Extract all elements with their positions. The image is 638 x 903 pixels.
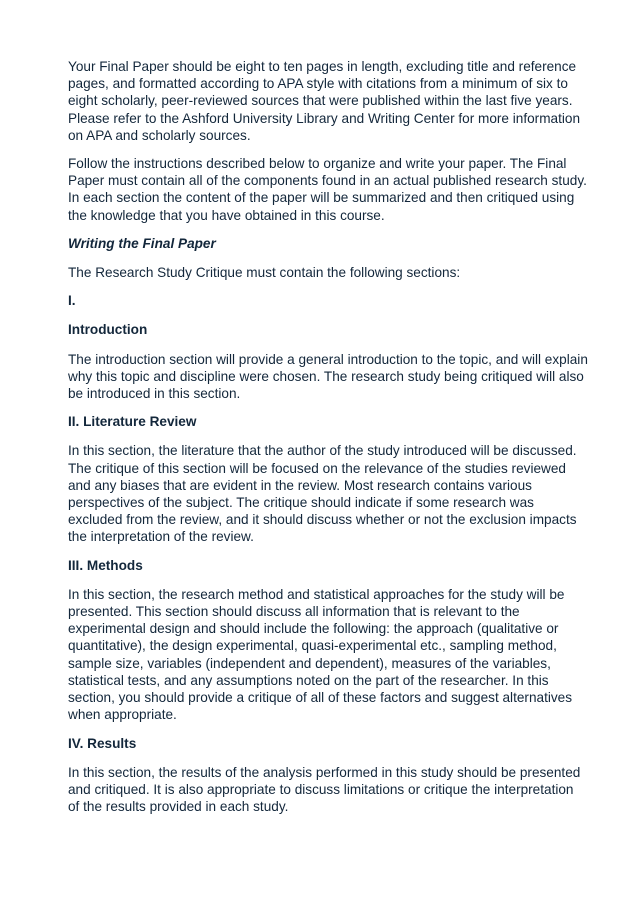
results-heading: IV. Results [68, 735, 137, 751]
introduction-heading: Introduction [68, 322, 148, 338]
section-number-i: I. [68, 293, 76, 309]
intro-paragraph-2: Follow the instructions described below to organize and write your paper. The Final Paper must contain all of the components found in an actual published research study. In each section the content of the paper will be summarized and then critiqued using the knowledge that you have obtained in this course. [68, 156, 587, 223]
literature-review-heading: II. Literature Review [68, 414, 197, 430]
sections-intro: The Research Study Critique must contain the following sections: [68, 265, 461, 281]
methods-heading: III. Methods [68, 557, 143, 573]
document-page [68, 58, 588, 826]
intro-paragraph-1: Your Final Paper should be eight to ten pages in length, excluding title and reference pages, and formatted according to APA style with citations from a minimum of six to eight scholarly, peer-reviewed sources that were published within the last five years. Please refer to the Ashford University Library and Writing Center for more information on APA and scholarly sources. [68, 59, 581, 143]
literature-review-body: In this section, the literature that the author of the study introduced will be discussed. The critique of this section will be focused on the relevance of the studies reviewed and any biases that are evident in the review. Most research contains various perspectives of the subject. The critique should indicate if some research was excluded from the review, and it should discuss whether or not the exclusion impacts the interpretation of the review. [68, 443, 577, 545]
results-body: In this section, the results of the analysis performed in this study should be presented and critiqued. It is also appropriate to discuss limitations or critique the interpretation of the results provided in each study. [68, 764, 581, 815]
methods-body: In this section, the research method and statistical approaches for the study will be presented. This section should discuss all information that is relevant to the experimental design and should include the following: the approach (qualitative or quantitative), the design experimental, quasi-experimental etc., sampling method, sample size, variables (independent and dependent), measures of the variables, statistical tests, and any assumptions noted on the part of the researcher. In this section, you should provide a critique of all of these factors and suggest alternatives when appropriate. [68, 586, 573, 723]
writing-final-paper-heading: Writing the Final Paper [68, 235, 216, 251]
introduction-body: The introduction section will provide a general introduction to the topic, and will explain why this topic and discipline were chosen. The research study being critiqued will also be introduced in this section. [68, 351, 588, 402]
